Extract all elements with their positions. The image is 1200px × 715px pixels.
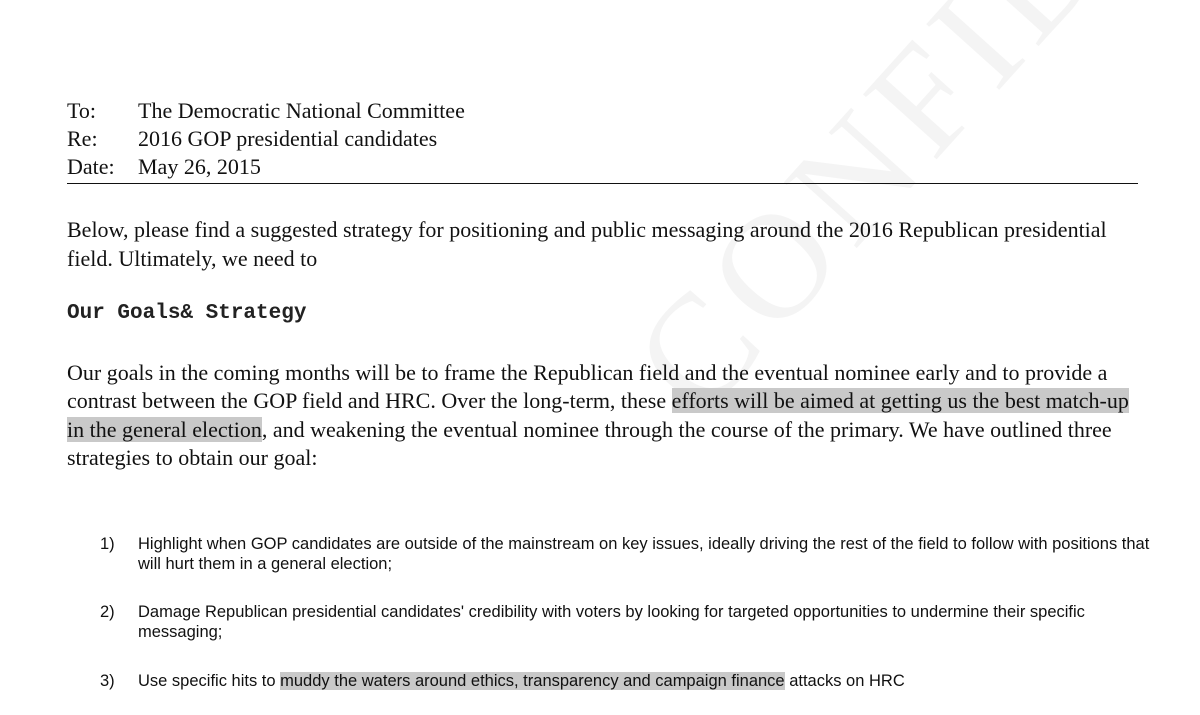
to-value: The Democratic National Committee — [138, 98, 465, 123]
strategy-number: 2) — [100, 603, 115, 621]
to-row — [67, 97, 1137, 125]
strategy-highlighted-text: muddy the waters around ethics, transparency and campaign finance — [280, 672, 785, 690]
re-row — [67, 125, 1137, 153]
strategy-item — [100, 534, 1160, 574]
strategy-text-after: attacks on HRC — [784, 672, 905, 690]
header-divider — [67, 183, 1138, 184]
strategy-text — [138, 671, 1160, 691]
re-value: 2016 GOP presidential candidates — [138, 126, 438, 151]
strategy-number: 3) — [100, 672, 115, 690]
to-label: To: — [67, 98, 97, 123]
strategy-list — [100, 534, 1160, 691]
date-label: Date: — [67, 154, 115, 179]
strategy-text-before: Use specific hits to — [138, 672, 281, 690]
strategy-number: 1) — [100, 535, 115, 553]
goals-highlighted-text: efforts will be aimed at getting us the best match-up in the general election — [67, 388, 1129, 442]
goals-text-part2: , and weakening the eventual nominee through the course of the primary. We have outlined three strategies to obtain our goal: — [67, 416, 1112, 471]
goals-paragraph — [67, 359, 1142, 473]
goals-text-part1: Our goals in the coming months will be to frame the Republican field and the eventual nominee early and to provide a contrast between the GOP field and HRC. Over the long-term, these — [67, 360, 1108, 414]
strategy-item — [100, 602, 1160, 642]
re-label: Re: — [67, 126, 98, 151]
section-heading: Our Goals& Strategy — [67, 302, 307, 325]
strategy-item — [100, 671, 1160, 691]
memo-header — [67, 97, 1137, 181]
date-value: May 26, 2015 — [138, 154, 261, 179]
date-row — [67, 153, 1137, 181]
strategy-text: Damage Republican presidential candidates' credibility with voters by looking for targeted opportunities to undermine their specific messaging; — [138, 603, 1085, 641]
strategy-text: Highlight when GOP candidates are outside of the mainstream on key issues, ideally driving the rest of the field to follow with positions that will hurt them in a general election; — [138, 535, 1150, 573]
intro-paragraph: Below, please find a suggested strategy for positioning and public messaging around the 2016 Republican presidential field. Ultimately, we need to — [67, 217, 1107, 271]
